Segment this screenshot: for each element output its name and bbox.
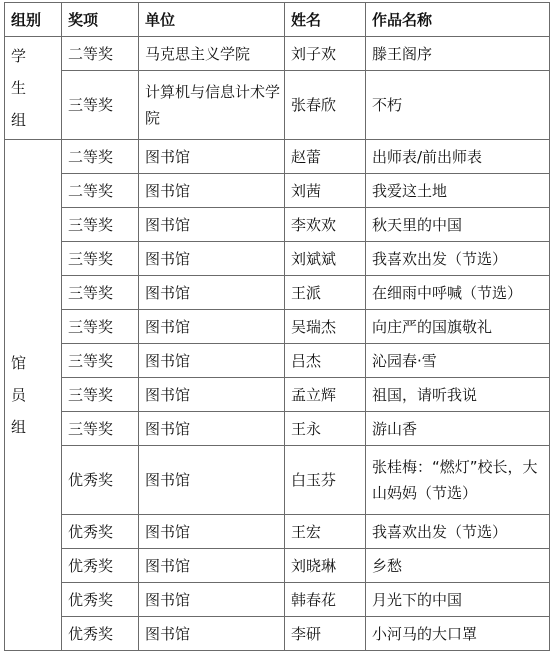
name-cell: 王派 <box>285 276 366 310</box>
table-row <box>5 276 550 310</box>
work-cell: 滕王阁序 <box>366 37 550 71</box>
header-row <box>5 3 550 37</box>
award-cell: 二等奖 <box>62 140 139 174</box>
award-cell: 二等奖 <box>62 37 139 71</box>
unit-cell: 图书馆 <box>139 446 285 515</box>
award-cell: 三等奖 <box>62 412 139 446</box>
work-cell: 沁园春·雪 <box>366 344 550 378</box>
award-cell: 优秀奖 <box>62 549 139 583</box>
name-cell: 刘斌斌 <box>285 242 366 276</box>
header-award: 奖项 <box>62 3 139 37</box>
award-cell: 三等奖 <box>62 378 139 412</box>
table-row <box>5 446 550 515</box>
unit-cell: 图书馆 <box>139 617 285 651</box>
name-cell: 韩春花 <box>285 583 366 617</box>
awards-table <box>4 2 550 651</box>
table-row <box>5 378 550 412</box>
award-cell: 优秀奖 <box>62 617 139 651</box>
award-cell: 三等奖 <box>62 276 139 310</box>
work-cell: 月光下的中国 <box>366 583 550 617</box>
table-row <box>5 515 550 549</box>
header-work: 作品名称 <box>366 3 550 37</box>
name-cell: 刘茜 <box>285 174 366 208</box>
table-row <box>5 583 550 617</box>
work-cell: 我喜欢出发（节选） <box>366 242 550 276</box>
name-cell: 吴瑞杰 <box>285 310 366 344</box>
name-cell: 王宏 <box>285 515 366 549</box>
work-cell: 秋天里的中国 <box>366 208 550 242</box>
award-cell: 优秀奖 <box>62 515 139 549</box>
work-cell: 我喜欢出发（节选） <box>366 515 550 549</box>
work-cell: 乡愁 <box>366 549 550 583</box>
work-cell: 祖国，请听我说 <box>366 378 550 412</box>
header-group: 组别 <box>5 3 62 37</box>
group-label-student: 学 生 组 <box>5 37 62 140</box>
name-cell: 李欢欢 <box>285 208 366 242</box>
unit-cell: 图书馆 <box>139 344 285 378</box>
work-cell: 向庄严的国旗敬礼 <box>366 310 550 344</box>
work-cell: 不朽 <box>366 71 550 140</box>
table-row <box>5 549 550 583</box>
name-cell: 刘晓琳 <box>285 549 366 583</box>
table-row <box>5 37 550 71</box>
unit-cell: 计算机与信息计术学院 <box>139 71 285 140</box>
award-cell: 三等奖 <box>62 344 139 378</box>
header-name: 姓名 <box>285 3 366 37</box>
name-cell: 白玉芬 <box>285 446 366 515</box>
unit-cell: 图书馆 <box>139 515 285 549</box>
award-cell: 三等奖 <box>62 71 139 140</box>
unit-cell: 图书馆 <box>139 583 285 617</box>
unit-cell: 图书馆 <box>139 412 285 446</box>
work-cell: 小河马的大口罩 <box>366 617 550 651</box>
work-cell: 在细雨中呼喊（节选） <box>366 276 550 310</box>
name-cell: 吕杰 <box>285 344 366 378</box>
name-cell: 李研 <box>285 617 366 651</box>
unit-cell: 图书馆 <box>139 378 285 412</box>
unit-cell: 图书馆 <box>139 140 285 174</box>
award-cell: 三等奖 <box>62 242 139 276</box>
name-cell: 王永 <box>285 412 366 446</box>
award-cell: 三等奖 <box>62 208 139 242</box>
work-cell: 出师表/前出师表 <box>366 140 550 174</box>
table-row <box>5 412 550 446</box>
award-cell: 优秀奖 <box>62 446 139 515</box>
table-row <box>5 310 550 344</box>
name-cell: 刘子欢 <box>285 37 366 71</box>
name-cell: 赵蕾 <box>285 140 366 174</box>
award-cell: 三等奖 <box>62 310 139 344</box>
work-cell: 我爱这土地 <box>366 174 550 208</box>
award-cell: 优秀奖 <box>62 583 139 617</box>
header-unit: 单位 <box>139 3 285 37</box>
unit-cell: 图书馆 <box>139 242 285 276</box>
table-row <box>5 71 550 140</box>
table-row <box>5 242 550 276</box>
group-label-staff: 馆 员 组 <box>5 140 62 651</box>
table-row <box>5 344 550 378</box>
name-cell: 孟立辉 <box>285 378 366 412</box>
work-cell: 游山香 <box>366 412 550 446</box>
unit-cell: 图书馆 <box>139 276 285 310</box>
name-cell: 张春欣 <box>285 71 366 140</box>
table-row <box>5 208 550 242</box>
unit-cell: 图书馆 <box>139 208 285 242</box>
work-cell: 张桂梅：“燃灯”校长，大山妈妈（节选） <box>366 446 550 515</box>
table-row <box>5 617 550 651</box>
unit-cell: 马克思主义学院 <box>139 37 285 71</box>
table-row <box>5 174 550 208</box>
award-cell: 二等奖 <box>62 174 139 208</box>
unit-cell: 图书馆 <box>139 310 285 344</box>
table-row <box>5 140 550 174</box>
unit-cell: 图书馆 <box>139 174 285 208</box>
unit-cell: 图书馆 <box>139 549 285 583</box>
